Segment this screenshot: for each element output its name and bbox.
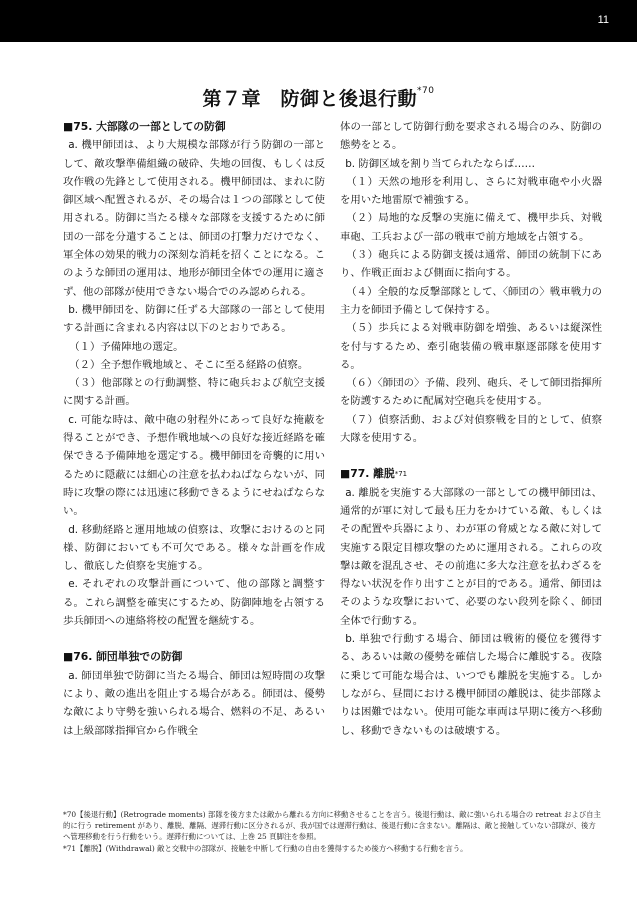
left-column [63,118,325,740]
paragraph-77a: a. 離脱を実施する大部隊の一部としての機甲師団は、通常的が軍に対して最も圧力をかけている敵、もしくはその配置や兵器により、わが軍の脅威となる敵に対して実施する限定目標攻撃のために運用される。これらの攻撃は敵を混乱させ、その前進に多大な注意を払わざるを得ない状況を作り出すことが目的である。通常、師団はそのような攻撃において、必要のない段列を除く、師団全体で行動する。 [340,486,602,627]
paragraph-76a: a. 師団単独で防御に当たる場合、師団は短時間の攻撃により、敵の進出を阻止する場合がある。師団は、優勢な敵により守勢を強いられる場合、燃料の不足、あるいは上級部隊指揮官から作戦全 [63,669,325,737]
footnote-71: *71【離脱】(Withdrawal) 敵と交戦中の部隊が、接触を中断して行動の自由を獲得するため後方へ移動する行動を言う。 [63,843,468,853]
list-item-75b2: （２）全予想作戦地域と、そこに至る経路の偵察。 [69,358,309,371]
footnote-ref-71: *71 [394,470,408,479]
chapter-title [0,84,637,111]
header-bar [0,0,637,42]
paragraph-75e: e. それぞれの攻撃計画について、他の部隊と調整する。これら調整を確実にするため、防御陣地を占領する歩兵師団への連絡将校の配置を継続する。 [63,578,325,628]
list-item-75b3: （３）他部隊との行動調整、特に砲兵および航空支援に関する計画。 [63,377,325,408]
list-item-76b6: （６）〈師団の〉予備、段列、砲兵、そして師団指揮所を防護するために配属対空砲兵を使用する。 [340,377,602,408]
right-column [340,118,602,740]
paragraph-76a-continued: 体の一部として防御行動を要求される場合のみ、防御の態勢をとる。 [340,121,602,152]
list-item-76b2: （２）局地的な反撃の実施に備えて、機甲歩兵、対戦車砲、工兵および一部の戦車で前方地域を占領する。 [340,212,602,243]
section-76-heading: ■76. 師団単独での防御 [63,650,183,664]
section-77-title: ■77. 離脱 [340,467,395,481]
paragraph-75c: c. 可能な時は、敵中砲の射程外にあって良好な掩蔽を得ることができ、予想作戦地域への良好な接近経路を確保できる予備陣地を選定する。機甲師団を奇襲的に用いるために隠蔽には細心の注意を払わねばならないが、同時に攻撃の際には迅速に移動できるようにせねばならない。 [63,413,325,518]
section-77-heading [340,465,602,483]
footnote-ref-70: *70 [417,86,435,96]
footnotes [63,809,603,854]
list-item-76b1: （１）天然の地形を利用し、さらに対戦車砲や小火器を用いた地雷原で補強する。 [340,175,602,207]
list-item-75b1: （１）予備陣地の選定。 [69,340,184,353]
section-75-heading: ■75. 大部隊の一部としての防御 [63,120,226,133]
list-item-76b3: （３）砲兵による防御支援は通常、師団の統制下にあり、作戦正面および側面に指向する。 [340,249,602,280]
footnote-70: *70【後退行動】(Retrograde moments) 部隊を後方または敵から離れる方向に移動させることを言う。後退行動は、敵に強いられる場合の retreat および自主的に行う retirement があり、離脱、離隔、遅滞行動に区分されるが、我が国では遅滞行動は、後退行動に含まない。離隔は、敵と接触していない部隊が、後方へ管理移動を行う行動をいう。遅滞行動については、上巻 25 頁脚注を参照。 [63,810,601,842]
paragraph-75d: d. 移動経路と運用地域の偵察は、攻撃におけるのと同様、防御においても不可欠である。様々な計画を作成し、徹底した偵察を実施する。 [63,523,325,573]
chapter-title-text: 第７章 防御と後退行動 [202,88,418,110]
list-item-76b4: （４）全般的な反撃部隊として、〈師団の〉戦車戦力の主力を師団予備として保持する。 [340,285,602,316]
list-item-76b5: （５）歩兵による対戦車防御を増強、あるいは縦深性を付与するため、牽引砲装備の戦車駆逐部隊を使用する。 [340,322,602,371]
paragraph-76b: b. 防御区域を割り当てられたならば…… [345,157,536,170]
paragraph-75a: a. 機甲師団は、より大規模な部隊が行う防御の一部として、敵攻撃準備組織の破砕、失地の回復、もしくは反攻作戦の先鋒として使用される。機甲師団は、まれに防御区域へ配置されるが、その場合は１つの部隊として使用される。防御に当たる様々な部隊を支援するために師団の一部を分遣することは、師団の打撃力だけでなく、軍全体の効果的戦力の深刻な消耗を招くことになる。このような師団の運用は、地形が師団全体での運用に適さず、他の部隊が使用できない場合でのみ認められる。 [63,139,325,298]
page-number: 11 [597,14,609,26]
paragraph-75b: b. 機甲師団を、防御に任ずる大部隊の一部として使用する計画に含まれる内容は以下のとおりである。 [63,303,325,335]
list-item-76b7: （７）偵察活動、および対偵察戦を目的として、偵察大隊を使用する。 [340,413,602,445]
paragraph-77b: b. 単独で行動する場合、師団は戦術的優位を獲得する、あるいは敵の優勢を確信した場合に離脱する。夜陰に乗じて可能な場合は、いつでも離脱を実施する。しかしながら、昼間における機甲師団の離脱は、徒歩部隊よりは困難ではない。使用可能な車両は早期に後方へ移動し、移動できないものは破壊する。 [340,633,602,737]
